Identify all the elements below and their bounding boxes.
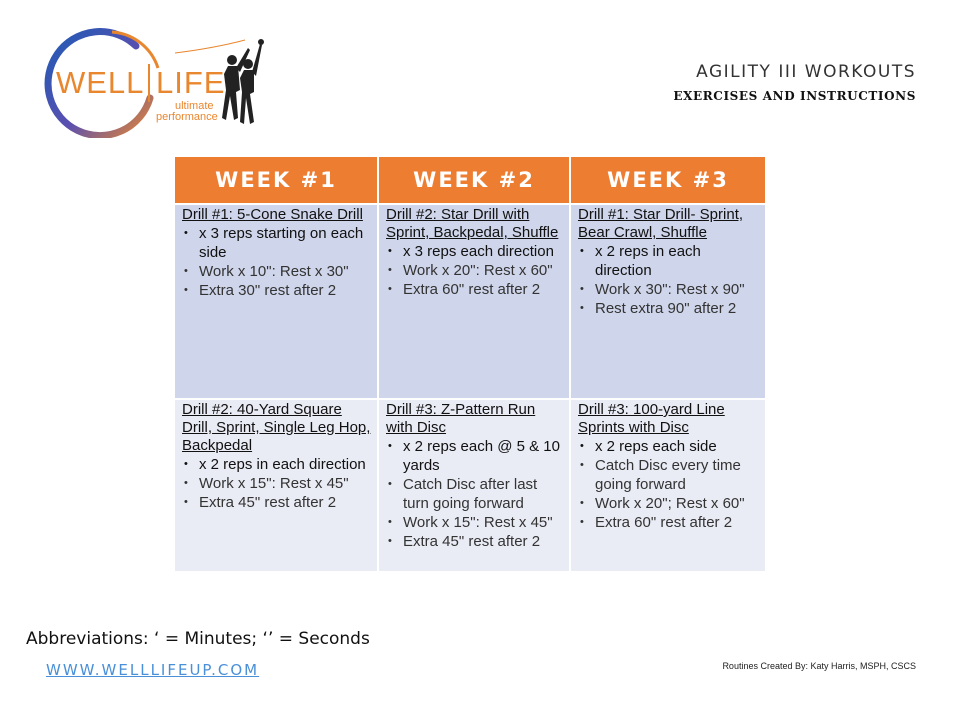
list-item: • Extra 45" rest after 2: [403, 532, 563, 551]
website-link[interactable]: WWW.WELLLIFEUP.COM: [46, 661, 260, 679]
week-3-header: WEEK #3: [570, 157, 765, 204]
list-item: • x 2 reps in each direction: [199, 455, 371, 474]
list-item: • x 2 reps each @ 5 & 10 yards: [403, 437, 563, 475]
workout-table: [175, 157, 765, 571]
list-item: • Catch Disc every time going forward: [595, 456, 759, 494]
drill-instructions: [182, 224, 371, 300]
table-cell: [175, 399, 378, 571]
drill-instructions: [386, 437, 563, 551]
welllife-logo: [40, 28, 280, 138]
drill-title: Drill #2: 40-Yard Square Drill, Sprint, Single Leg Hop, Backpedal: [182, 401, 371, 454]
logo-word-well: WELL: [56, 65, 145, 100]
drill-title: Drill #1: Star Drill- Sprint, Bear Crawl, Shuffle: [578, 206, 744, 241]
table-cell: [378, 399, 570, 571]
page-subtitle: EXERCISES AND INSTRUCTIONS: [673, 89, 916, 103]
list-item: • Rest extra 90" after 2: [595, 299, 759, 318]
list-item: • Work x 15": Rest x 45": [199, 474, 371, 493]
list-item: • x 3 reps each direction: [403, 242, 563, 261]
drill-title: Drill #3: Z-Pattern Run with Disc: [386, 401, 536, 436]
list-item: • x 2 reps in each direction: [595, 242, 759, 280]
list-item: • x 2 reps each side: [595, 437, 759, 456]
drill-instructions: [182, 455, 371, 512]
author-credit: Routines Created By: Katy Harris, MSPH, CSCS: [722, 661, 916, 671]
list-item: • Work x 30": Rest x 90": [595, 280, 759, 299]
table-row: [175, 399, 765, 571]
drill-instructions: [578, 242, 759, 318]
page-title: AGILITY III WORKOUTS: [696, 62, 916, 82]
abbreviations-note: Abbreviations: ‘ = Minutes; ‘’ = Seconds: [26, 629, 370, 649]
week-2-header: WEEK #2: [378, 157, 570, 204]
list-item: • Extra 45" rest after 2: [199, 493, 371, 512]
list-item: • Work x 10": Rest x 30": [199, 262, 371, 281]
athletes-silhouette-icon: [218, 34, 266, 130]
logo-divider: [148, 64, 150, 102]
drill-instructions: [578, 437, 759, 532]
list-item: • Catch Disc after last turn going forward: [403, 475, 563, 513]
list-item: • x 3 reps starting on each side: [199, 224, 371, 262]
table-cell: [570, 204, 765, 399]
drill-title: Drill #1: 5-Cone Snake Drill: [182, 206, 363, 223]
logo-tagline-1: ultimate: [175, 100, 214, 112]
list-item: • Work x 20": Rest x 60": [403, 261, 563, 280]
logo-tagline-2: performance: [156, 111, 218, 123]
list-item: • Work x 20"; Rest x 60": [595, 494, 759, 513]
drill-instructions: [386, 242, 563, 299]
drill-title: Drill #2: Star Drill with Sprint, Backpedal, Shuffle: [386, 206, 559, 241]
logo-word-life: LIFE: [156, 65, 226, 100]
table-cell: [378, 204, 570, 399]
week-1-header: WEEK #1: [175, 157, 378, 204]
table-header-row: [175, 157, 765, 204]
drill-title: Drill #3: 100-yard Line Sprints with Disc: [578, 401, 725, 436]
table-cell: [175, 204, 378, 399]
table-row: [175, 204, 765, 399]
list-item: • Extra 30" rest after 2: [199, 281, 371, 300]
list-item: • Extra 60" rest after 2: [595, 513, 759, 532]
list-item: • Work x 15": Rest x 45": [403, 513, 563, 532]
list-item: • Extra 60" rest after 2: [403, 280, 563, 299]
table-cell: [570, 399, 765, 571]
